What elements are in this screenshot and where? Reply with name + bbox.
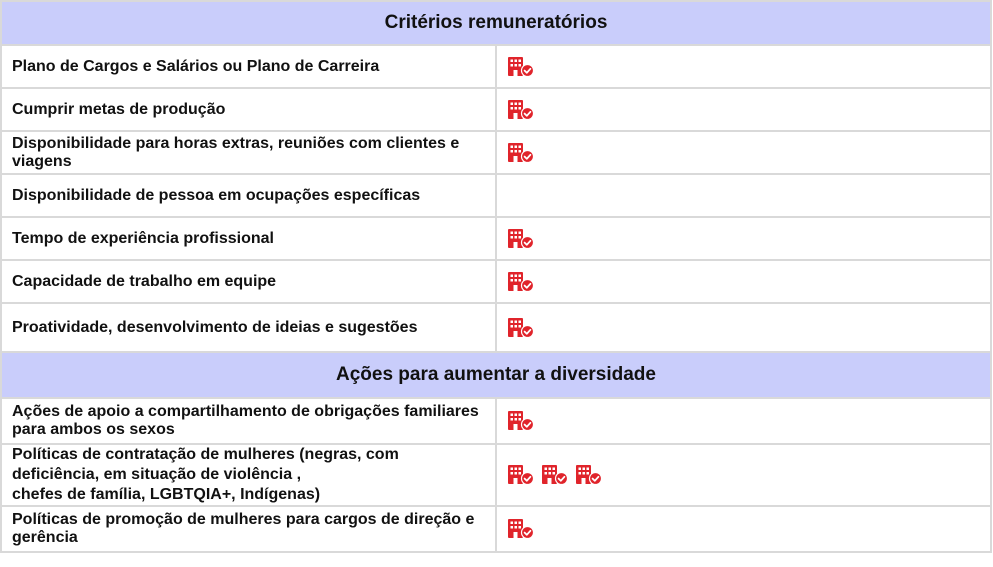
company-check-icon bbox=[507, 99, 535, 121]
company-check-icon bbox=[541, 464, 569, 486]
section-title: Critérios remuneratórios bbox=[1, 1, 991, 45]
company-check-icon bbox=[507, 271, 535, 293]
company-check-icon bbox=[507, 410, 535, 432]
row-label-line: chefes de família, LGBTQIA+, Indígenas) bbox=[12, 486, 321, 503]
icon-cell bbox=[496, 174, 991, 217]
row-label: Tempo de experiência profissional bbox=[1, 217, 496, 260]
company-check-icon bbox=[507, 464, 535, 486]
table-row bbox=[1, 131, 991, 174]
table-row bbox=[1, 260, 991, 303]
table-row bbox=[1, 506, 991, 552]
table-row bbox=[1, 174, 991, 217]
icon-cell bbox=[496, 260, 991, 303]
icon-cell bbox=[496, 88, 991, 131]
section-title: Ações para aumentar a diversidade bbox=[1, 352, 991, 398]
row-label-line: Políticas de contratação de mulheres (negras, com deficiência, em situação de violência , bbox=[12, 446, 399, 483]
table-row bbox=[1, 88, 991, 131]
table-row bbox=[1, 217, 991, 260]
row-label: Plano de Cargos e Salários ou Plano de Carreira bbox=[1, 45, 496, 88]
icon-cell bbox=[496, 45, 991, 88]
section-header-row bbox=[1, 352, 991, 398]
row-label bbox=[1, 444, 496, 506]
company-check-icon bbox=[507, 518, 535, 540]
icon-cell bbox=[496, 444, 991, 506]
table-row bbox=[1, 444, 991, 506]
company-check-icon bbox=[507, 56, 535, 78]
row-label: Capacidade de trabalho em equipe bbox=[1, 260, 496, 303]
table-row bbox=[1, 398, 991, 444]
row-label: Políticas de promoção de mulheres para cargos de direção e gerência bbox=[1, 506, 496, 552]
company-check-icon bbox=[575, 464, 603, 486]
company-check-icon bbox=[507, 228, 535, 250]
icon-cell bbox=[496, 217, 991, 260]
company-check-icon bbox=[507, 317, 535, 339]
icon-cell bbox=[496, 303, 991, 352]
icon-cell bbox=[496, 131, 991, 174]
row-label: Cumprir metas de produção bbox=[1, 88, 496, 131]
row-label: Disponibilidade de pessoa em ocupações específicas bbox=[1, 174, 496, 217]
section-header-row bbox=[1, 1, 991, 45]
company-check-icon bbox=[507, 142, 535, 164]
row-label: Proatividade, desenvolvimento de ideias e sugestões bbox=[1, 303, 496, 352]
icon-cell bbox=[496, 506, 991, 552]
icon-cell bbox=[496, 398, 991, 444]
table-row bbox=[1, 303, 991, 352]
table-row bbox=[1, 45, 991, 88]
row-label: Ações de apoio a compartilhamento de obrigações familiares para ambos os sexos bbox=[1, 398, 496, 444]
row-label: Disponibilidade para horas extras, reuniões com clientes e viagens bbox=[1, 131, 496, 174]
